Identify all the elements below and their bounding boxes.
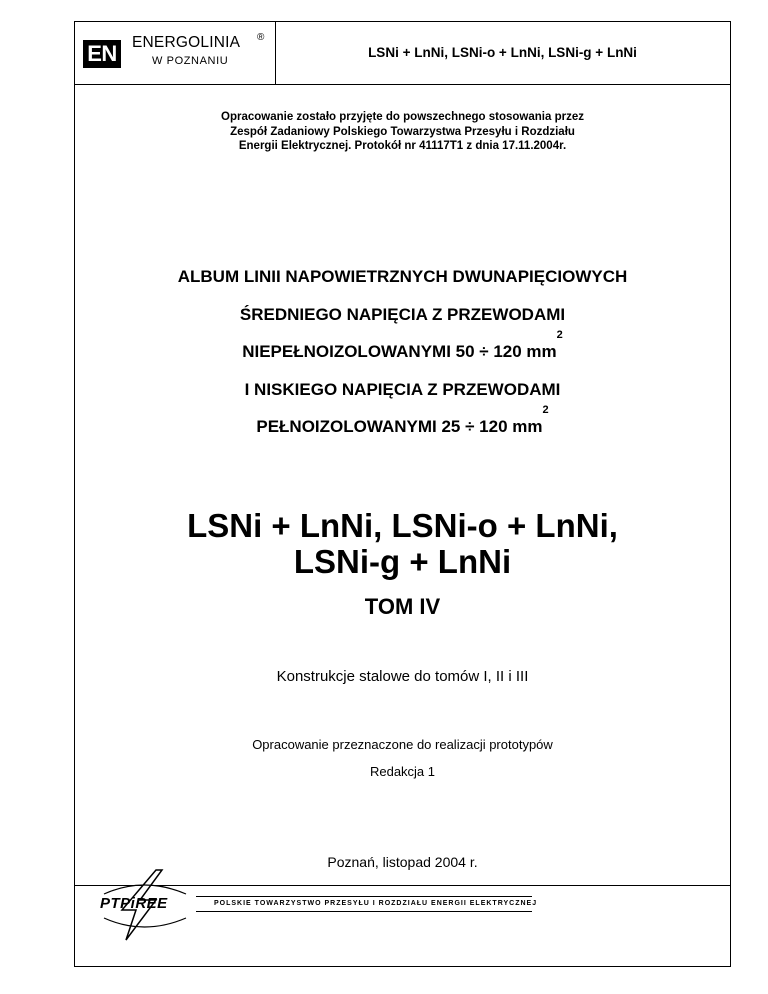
edition-label: Redakcja 1 [369,764,436,779]
page-frame [74,21,731,967]
footer-rule [196,896,532,897]
logo-text: PTPiREE [100,895,168,912]
header-title: LSNi + LnNi, LSNi-o + LnNi, LSNi-g + LnNi [368,45,637,60]
en-logo: EN [83,40,121,68]
superscript: 2 [542,404,549,416]
subtitle: Konstrukcje stalowe do tomów I, II i III [276,668,529,685]
header-brand-cell [75,22,276,84]
album-title [75,258,730,446]
purpose-note: Opracowanie przeznaczone do realizacji prototypów [252,737,553,752]
place-date: Poznań, listopad 2004 r. [327,854,478,870]
approval-line: Energii Elektrycznej. Protokół nr 41117T1 z dnia 17.11.2004r. [238,140,567,152]
album-line-text: NIEPEŁNOIZOLOWANYMI 50 ÷ 120 mm [242,342,557,361]
organization-name: POLSKIE TOWARZYSTWO PRZESYŁU I ROZDZIAŁU ENERGII ELEKTRYCZNEJ [214,900,538,907]
album-line: I NISKIEGO NAPIĘCIA Z PRZEWODAMI [244,379,561,399]
album-line: ALBUM LINII NAPOWIETRZNYCH DWUNAPIĘCIOWYCH [177,267,628,286]
brand-city: W POZNANIU [152,55,229,67]
approval-line: Zespół Zadaniowy Polskiego Towarzystwa Przesyłu i Rozdziału [230,125,575,138]
album-line-with-sup [75,404,730,446]
main-title-line: LSNi-g + LnNi [293,543,512,580]
main-title [75,508,730,580]
album-line: ŚREDNIEGO NAPIĘCIA Z PRZEWODAMI [239,304,566,324]
volume-label: TOM IV [364,594,441,619]
superscript: 2 [556,329,563,341]
album-line-with-sup [75,329,730,371]
approval-line: Opracowanie zostało przyjęte do powszechnego stosowania przez [221,111,584,123]
footer-rule [196,911,532,912]
approval-note [75,110,730,154]
registered-mark: ® [257,32,265,43]
ptpiree-logo [96,866,192,944]
header [75,22,730,85]
album-line-text: PEŁNOIZOLOWANYMI 25 ÷ 120 mm [256,417,543,436]
main-title-line: LSNi + LnNi, LSNi-o + LnNi, [187,507,618,544]
brand-name: ENERGOLINIA [132,34,241,51]
